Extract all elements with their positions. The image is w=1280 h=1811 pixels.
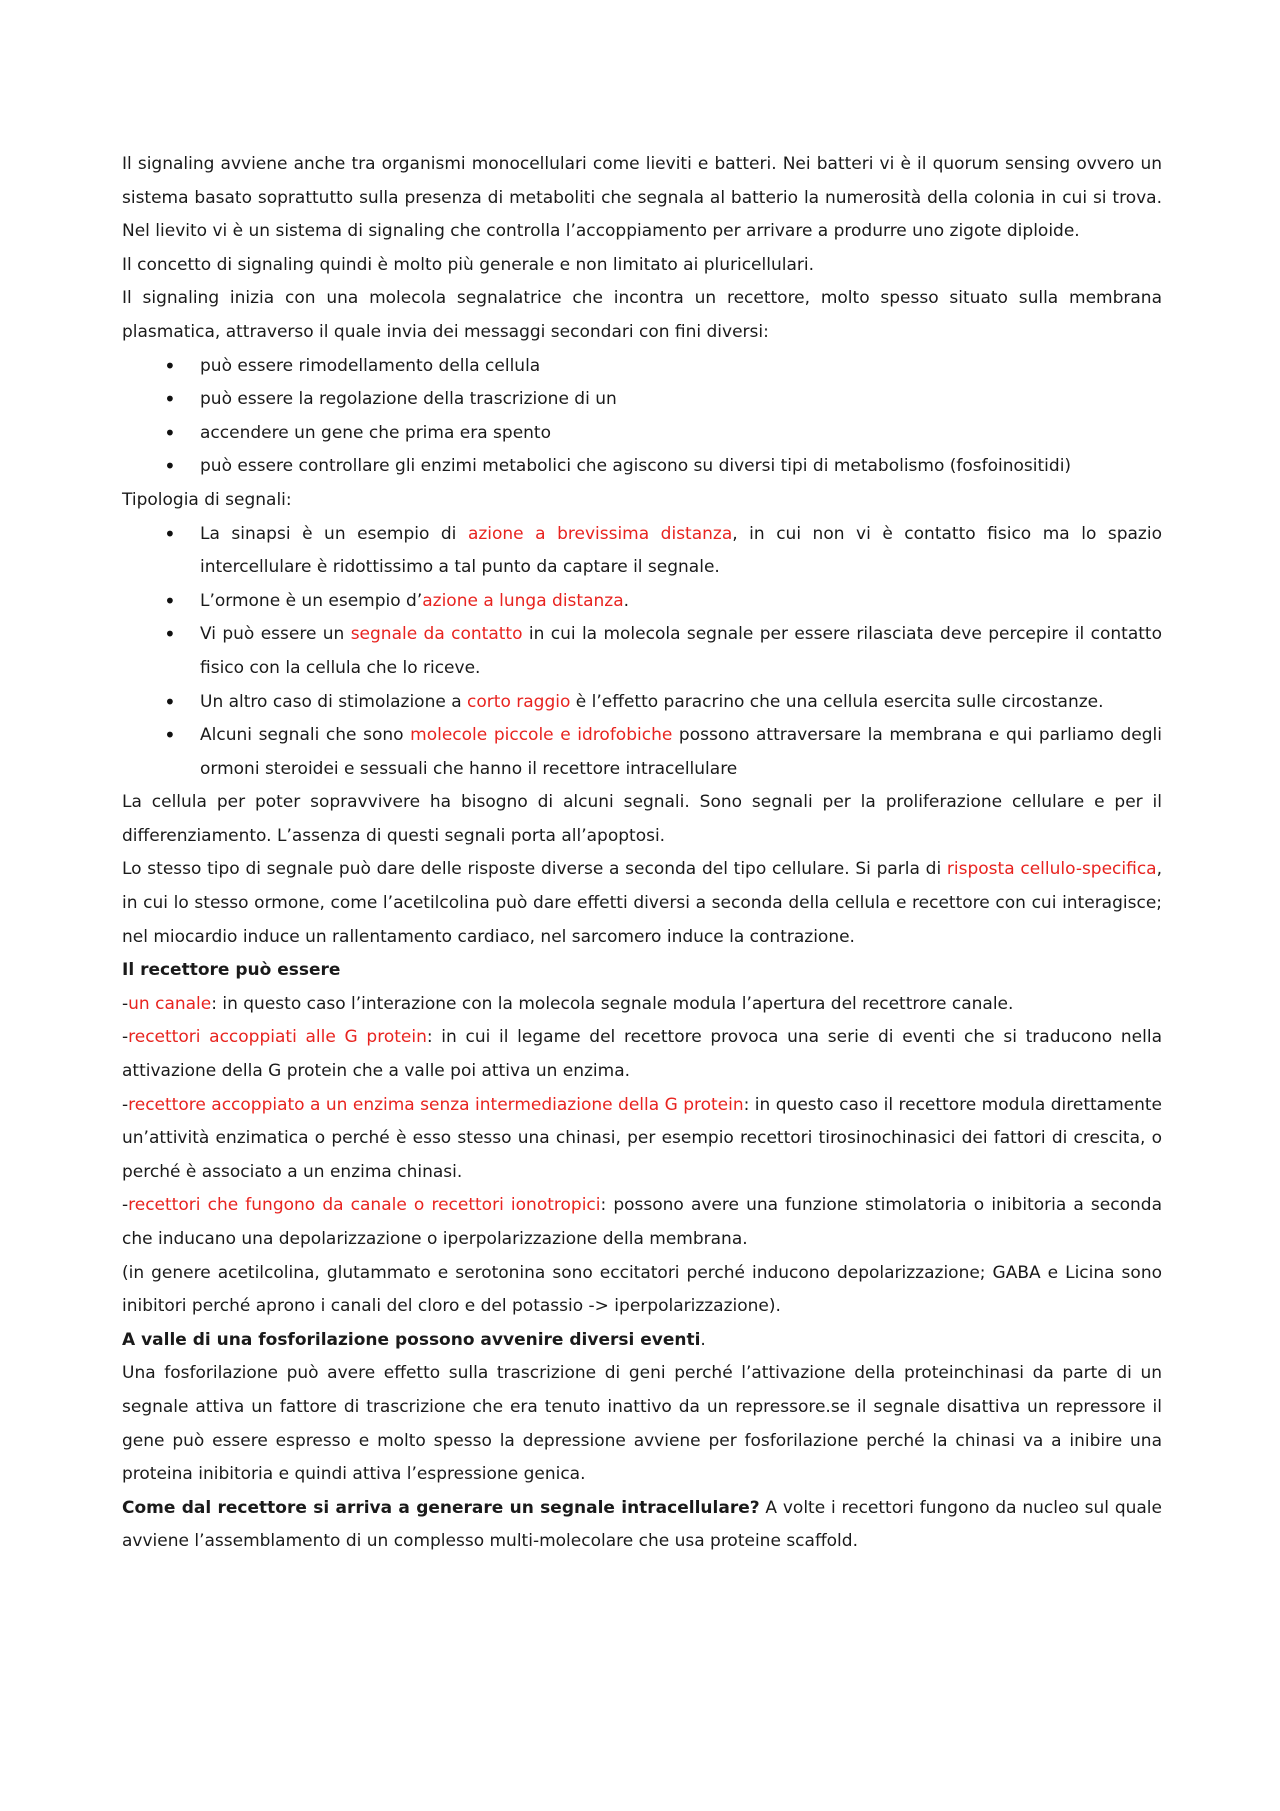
highlight-term: azione a lunga distanza	[422, 590, 624, 611]
dash: -	[122, 993, 129, 1014]
intracellular-paragraph	[122, 1492, 1162, 1559]
item-text: .	[623, 590, 630, 611]
list-item: • può essere rimodellamento della cellula	[122, 350, 1162, 384]
paragraph-text: Lo stesso tipo di segnale può dare delle risposte diverse a seconda del tipo cellulare. Si parla di	[122, 859, 947, 880]
item-text: : in questo caso il recettore modula direttamente un’attività enzimatica o perché è esso stesso una chinasi, per esempio recettori tirosinochinasici dei fattori di crescita, o perché è associato a un enzima chinasi.	[122, 1094, 1162, 1182]
phospho-heading-text: A valle di una fosforilazione possono avvenire diversi eventi	[122, 1329, 701, 1350]
phospho-heading-period: .	[700, 1329, 706, 1350]
list-item	[122, 618, 1162, 685]
list-item: • può essere la regolazione della trascrizione di un	[122, 383, 1162, 417]
list-item	[122, 686, 1162, 720]
item-text: La sinapsi è un esempio di	[200, 523, 468, 544]
highlight-term: un canale	[128, 993, 212, 1014]
dash: -	[122, 1027, 129, 1048]
highlight-term: recettori che fungono da canale o recettori ionotropici	[128, 1195, 601, 1216]
item-text: , in cui non vi è contatto fisico ma lo spazio intercellulare è ridottissimo a tal punto da captare il segnale.	[200, 523, 1162, 578]
purposes-list	[122, 350, 1162, 484]
paragraph-text: , in cui lo stesso ormone, come l’acetilcolina può dare effetti diversi a seconda della cellula e recettore con cui interagisce; nel miocardio induce un rallentamento cardiaco, nel sarcomero induce la contrazione.	[122, 859, 1163, 947]
receptor-heading: Il recettore può essere	[122, 960, 341, 981]
phospho-paragraph: Una fosforilazione può avere effetto sulla trascrizione di geni perché l’attivazione della proteinchinasi da parte di un segnale attiva un fattore di trascrizione che era tenuto inattivo da un repressore.se il segnale disattiva un repressore il gene può essere espresso e molto spesso la depressione avviene per fosforilazione perché la chinasi va a inibire una proteina inibitoria e quindi attiva l’espressione genica.	[122, 1363, 1162, 1485]
list-item: • accendere un gene che prima era spento	[122, 417, 1162, 451]
highlight-term: segnale da contatto	[350, 624, 523, 645]
list-item	[122, 719, 1162, 786]
dash: -	[122, 1094, 129, 1115]
item-text: : in cui il legame del recettore provoca una serie di eventi che si traducono nella attivazione della G protein che a valle poi attiva un enzima.	[122, 1027, 1162, 1082]
document-page	[122, 148, 1162, 1559]
dash: -	[122, 1195, 129, 1216]
item-text: : in questo caso l’interazione con la molecola segnale modula l’apertura del recettrore canale.	[211, 993, 1014, 1014]
highlight-term: corto raggio	[467, 691, 571, 712]
list-item	[122, 518, 1162, 585]
item-text: è l’effetto paracrino che una cellula esercita sulle circostanze.	[570, 691, 1104, 712]
receptor-item	[122, 988, 1162, 1022]
concept-paragraph: Il concetto di signaling quindi è molto più generale e non limitato ai pluricellulari.	[122, 254, 814, 275]
list-item: • può essere controllare gli enzimi metabolici che agiscono su diversi tipi di metabolismo (fosfoinositidi)	[122, 450, 1162, 484]
highlight-term: risposta cellulo-specifica	[946, 859, 1157, 880]
survival-paragraph: La cellula per poter sopravvivere ha bisogno di alcuni segnali. Sono segnali per la proliferazione cellulare e per il differenziamento. L’assenza di questi segnali porta all’apoptosi.	[122, 792, 1162, 846]
signaling-start-paragraph: Il signaling inizia con una molecola segnalatrice che incontra un recettore, molto spesso situato sulla membrana plasmatica, attraverso il quale invia dei messaggi secondari con fini diversi:	[122, 288, 1162, 342]
paragraph-text: A volte i recettori fungono da nucleo sul quale avviene l’assemblamento di un complesso multi-molecolare che usa proteine scaffold.	[122, 1497, 1162, 1552]
intracellular-question: Come dal recettore si arriva a generare un segnale intracellulare?	[122, 1497, 760, 1518]
signal-types-heading: Tipologia di segnali:	[122, 489, 292, 510]
item-text: L’ormone è un esempio d’	[200, 590, 423, 611]
highlight-term: recettore accoppiato a un enzima senza intermediazione della G protein	[128, 1094, 744, 1115]
intro-paragraph: Il signaling avviene anche tra organismi monocellulari come lieviti e batteri. Nei batteri vi è il quorum sensing ovvero un sistema basato soprattutto sulla presenza di metaboliti che segnala al batterio la numerosità della colonia in cui si trova. Nel lievito vi è un sistema di signaling che controlla l’accoppiamento per arrivare a produrre uno zigote diploide.	[122, 154, 1162, 242]
item-text: : possono avere una funzione stimolatoria o inibitoria a seconda che inducano una depolarizzazione o iperpolarizzazione della membrana.	[122, 1195, 1162, 1249]
item-text: in cui la molecola segnale per essere rilasciata deve percepire il contatto fisico con la cellula che lo riceve.	[200, 624, 1162, 678]
signal-types-list	[122, 518, 1162, 787]
list-item	[122, 585, 1162, 619]
phospho-heading	[122, 1324, 1162, 1358]
specific-response-paragraph	[122, 853, 1162, 954]
item-text: Alcuni segnali che sono	[200, 725, 411, 746]
receptor-item	[122, 1089, 1162, 1190]
highlight-term: recettori accoppiati alle G protein	[128, 1027, 427, 1048]
highlight-term: molecole piccole e idrofobiche	[410, 725, 673, 746]
item-text: possono attraversare la membrana e qui parliamo degli ormoni steroidei e sessuali che hanno il recettore intracellulare	[200, 725, 1163, 779]
receptor-item	[122, 1021, 1162, 1088]
item-text: Vi può essere un	[200, 624, 351, 645]
receptor-note: (in genere acetilcolina, glutammato e serotonina sono eccitatori perché inducono depolarizzazione; GABA e Licina sono inibitori perché aprono i canali del cloro e del potassio -> iperpolarizzazione).	[122, 1262, 1162, 1317]
highlight-term: azione a brevissima distanza	[467, 523, 733, 544]
receptor-item	[122, 1189, 1162, 1256]
item-text: Un altro caso di stimolazione a	[200, 691, 468, 712]
